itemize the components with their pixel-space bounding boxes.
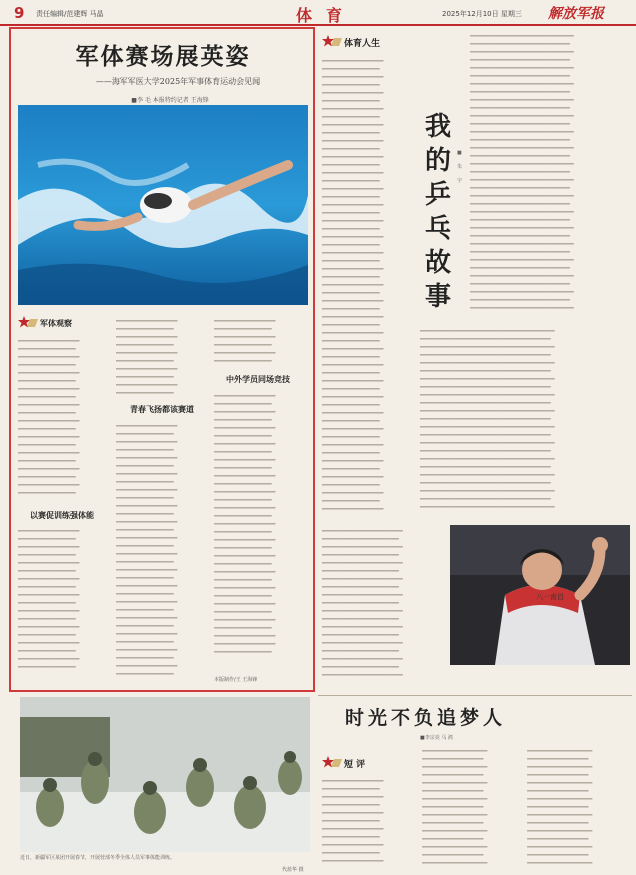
editors-line: 责任编辑/范建辉 马晶: [36, 10, 104, 18]
main-column-2a: ▁▁▁▁▁▁▁▁▁▁▁▁▁▁▁▁ ▁▁▁▁▁▁▁▁▁▁▁▁▁▁▁ ▁▁▁▁▁▁▁▁▁▁▁▁▁▁▁▁ ▁▁▁▁▁▁▁▁▁▁▁▁▁▁▁ ▁▁▁▁▁▁▁▁▁▁▁▁▁▁▁▁ ▁▁▁▁▁▁▁▁▁▁▁▁▁▁▁ ▁▁▁▁▁▁▁▁▁▁▁▁▁▁▁▁ ▁▁▁▁▁▁▁▁▁▁▁▁▁▁▁ ▁▁▁▁▁▁▁▁▁▁▁▁▁▁▁▁ ▁▁▁▁▁▁▁▁▁▁▁▁▁▁▁: [116, 316, 178, 394]
essay-column-4: ▁▁▁▁▁▁▁▁▁▁▁▁▁▁▁▁▁▁▁▁▁ ▁▁▁▁▁▁▁▁▁▁▁▁▁▁▁▁▁▁▁▁ ▁▁▁▁▁▁▁▁▁▁▁▁▁▁▁▁▁▁▁▁▁ ▁▁▁▁▁▁▁▁▁▁▁▁▁▁▁▁▁▁▁▁ ▁▁▁▁▁▁▁▁▁▁▁▁▁▁▁▁▁▁▁▁▁ ▁▁▁▁▁▁▁▁▁▁▁▁▁▁▁▁▁▁▁▁ ▁▁▁▁▁▁▁▁▁▁▁▁▁▁▁▁▁▁▁▁▁ ▁▁▁▁▁▁▁▁▁▁▁▁▁▁▁▁▁▁▁▁ ▁▁▁▁▁▁▁▁▁▁▁▁▁▁▁▁▁▁▁▁▁ ▁▁▁▁▁▁▁▁▁▁▁▁▁▁▁▁▁▁▁▁ ▁▁▁▁▁▁▁▁▁▁▁▁▁▁▁▁▁▁▁▁▁ ▁▁▁▁▁▁▁▁▁▁▁▁▁▁▁▁▁▁▁▁ ▁▁▁▁▁▁▁▁▁▁▁▁▁▁▁▁▁▁▁▁▁ ▁▁▁▁▁▁▁▁▁▁▁▁▁▁▁▁▁▁▁▁ ▁▁▁▁▁▁▁▁▁▁▁▁▁▁▁▁▁▁▁▁▁ ▁▁▁▁▁▁▁▁▁▁▁▁▁▁▁▁▁▁▁▁ ▁▁▁▁▁▁▁▁▁▁▁▁▁▁▁▁▁▁▁▁▁ ▁▁▁▁▁▁▁▁▁▁▁▁▁▁▁▁▁▁▁▁ ▁▁▁▁▁▁▁▁▁▁▁▁▁▁▁▁▁▁▁▁▁: [322, 526, 403, 676]
divider: [318, 695, 632, 696]
bottom-photo-credit: 代蓝华 摄: [282, 867, 304, 873]
star-emblem-icon: [18, 315, 38, 329]
section-short-comment: 短 评: [344, 760, 366, 770]
main-credit: 本版制作/王 王海锋: [214, 677, 258, 683]
section-foreign-students: 中外学员同场竞技: [226, 374, 290, 384]
main-column-2b: ▁▁▁▁▁▁▁▁▁▁▁▁▁▁▁▁ ▁▁▁▁▁▁▁▁▁▁▁▁▁▁▁ ▁▁▁▁▁▁▁▁▁▁▁▁▁▁▁▁ ▁▁▁▁▁▁▁▁▁▁▁▁▁▁▁ ▁▁▁▁▁▁▁▁▁▁▁▁▁▁▁▁ ▁▁▁▁▁▁▁▁▁▁▁▁▁▁▁ ▁▁▁▁▁▁▁▁▁▁▁▁▁▁▁▁ ▁▁▁▁▁▁▁▁▁▁▁▁▁▁▁ ▁▁▁▁▁▁▁▁▁▁▁▁▁▁▁▁ ▁▁▁▁▁▁▁▁▁▁▁▁▁▁▁ ▁▁▁▁▁▁▁▁▁▁▁▁▁▁▁▁ ▁▁▁▁▁▁▁▁▁▁▁▁▁▁▁ ▁▁▁▁▁▁▁▁▁▁▁▁▁▁▁▁ ▁▁▁▁▁▁▁▁▁▁▁▁▁▁▁ ▁▁▁▁▁▁▁▁▁▁▁▁▁▁▁▁ ▁▁▁▁▁▁▁▁▁▁▁▁▁▁▁ ▁▁▁▁▁▁▁▁▁▁▁▁▁▁▁▁ ▁▁▁▁▁▁▁▁▁▁▁▁▁▁▁ ▁▁▁▁▁▁▁▁▁▁▁▁▁▁▁▁ ▁▁▁▁▁▁▁▁▁▁▁▁▁▁▁ ▁▁▁▁▁▁▁▁▁▁▁▁▁▁▁▁ ▁▁▁▁▁▁▁▁▁▁▁▁▁▁▁ ▁▁▁▁▁▁▁▁▁▁▁▁▁▁▁▁ ▁▁▁▁▁▁▁▁▁▁▁▁▁▁▁ ▁▁▁▁▁▁▁▁▁▁▁▁▁▁▁▁ ▁▁▁▁▁▁▁▁▁▁▁▁▁▁▁ ▁▁▁▁▁▁▁▁▁▁▁▁▁▁▁▁ ▁▁▁▁▁▁▁▁▁▁▁▁▁▁▁ ▁▁▁▁▁▁▁▁▁▁▁▁▁▁▁▁ ▁▁▁▁▁▁▁▁▁▁▁▁▁▁▁ ▁▁▁▁▁▁▁▁▁▁▁▁▁▁▁▁ ▁▁▁▁▁▁▁▁▁▁▁▁▁▁▁: [116, 421, 178, 675]
star-emblem-icon: [322, 755, 342, 769]
issue-date: 2025年12月10日 星期三: [442, 10, 522, 18]
section-title: 体育: [296, 6, 357, 25]
main-column-3b: ▁▁▁▁▁▁▁▁▁▁▁▁▁▁▁▁ ▁▁▁▁▁▁▁▁▁▁▁▁▁▁▁ ▁▁▁▁▁▁▁▁▁▁▁▁▁▁▁▁ ▁▁▁▁▁▁▁▁▁▁▁▁▁▁▁ ▁▁▁▁▁▁▁▁▁▁▁▁▁▁▁▁ ▁▁▁▁▁▁▁▁▁▁▁▁▁▁▁ ▁▁▁▁▁▁▁▁▁▁▁▁▁▁▁▁ ▁▁▁▁▁▁▁▁▁▁▁▁▁▁▁ ▁▁▁▁▁▁▁▁▁▁▁▁▁▁▁▁ ▁▁▁▁▁▁▁▁▁▁▁▁▁▁▁ ▁▁▁▁▁▁▁▁▁▁▁▁▁▁▁▁ ▁▁▁▁▁▁▁▁▁▁▁▁▁▁▁ ▁▁▁▁▁▁▁▁▁▁▁▁▁▁▁▁ ▁▁▁▁▁▁▁▁▁▁▁▁▁▁▁ ▁▁▁▁▁▁▁▁▁▁▁▁▁▁▁▁ ▁▁▁▁▁▁▁▁▁▁▁▁▁▁▁ ▁▁▁▁▁▁▁▁▁▁▁▁▁▁▁▁ ▁▁▁▁▁▁▁▁▁▁▁▁▁▁▁ ▁▁▁▁▁▁▁▁▁▁▁▁▁▁▁▁ ▁▁▁▁▁▁▁▁▁▁▁▁▁▁▁ ▁▁▁▁▁▁▁▁▁▁▁▁▁▁▁▁ ▁▁▁▁▁▁▁▁▁▁▁▁▁▁▁ ▁▁▁▁▁▁▁▁▁▁▁▁▁▁▁▁ ▁▁▁▁▁▁▁▁▁▁▁▁▁▁▁ ▁▁▁▁▁▁▁▁▁▁▁▁▁▁▁▁ ▁▁▁▁▁▁▁▁▁▁▁▁▁▁▁ ▁▁▁▁▁▁▁▁▁▁▁▁▁▁▁▁ ▁▁▁▁▁▁▁▁▁▁▁▁▁▁▁ ▁▁▁▁▁▁▁▁▁▁▁▁▁▁▁▁ ▁▁▁▁▁▁▁▁▁▁▁▁▁▁▁ ▁▁▁▁▁▁▁▁▁▁▁▁▁▁▁▁ ▁▁▁▁▁▁▁▁▁▁▁▁▁▁▁▁ ▁▁▁▁▁▁▁▁▁▁▁▁▁▁▁: [214, 391, 276, 653]
section-training: 以赛促训练强体能: [30, 510, 94, 520]
main-byline: ■李 毛 本报特约记者 王海锋: [131, 97, 209, 104]
bottom-column-1: ▁▁▁▁▁▁▁▁▁▁▁▁▁▁▁▁ ▁▁▁▁▁▁▁▁▁▁▁▁▁▁▁ ▁▁▁▁▁▁▁▁▁▁▁▁▁▁▁▁ ▁▁▁▁▁▁▁▁▁▁▁▁▁▁▁ ▁▁▁▁▁▁▁▁▁▁▁▁▁▁▁▁ ▁▁▁▁▁▁▁▁▁▁▁▁▁▁▁ ▁▁▁▁▁▁▁▁▁▁▁▁▁▁▁▁ ▁▁▁▁▁▁▁▁▁▁▁▁▁▁▁ ▁▁▁▁▁▁▁▁▁▁▁▁▁▁▁▁ ▁▁▁▁▁▁▁▁▁▁▁▁▁▁▁ ▁▁▁▁▁▁▁▁▁▁▁▁▁▁▁▁: [322, 776, 384, 862]
bottom-photo-caption: 近日，新疆军区某团开展春节，开展营部冬季全体人员军事体能训练。: [20, 855, 176, 861]
main-headline: 军体赛场展英姿: [75, 43, 251, 70]
essay-column-1: ▁▁▁▁▁▁▁▁▁▁▁▁▁▁▁▁ ▁▁▁▁▁▁▁▁▁▁▁▁▁▁▁ ▁▁▁▁▁▁▁▁▁▁▁▁▁▁▁▁ ▁▁▁▁▁▁▁▁▁▁▁▁▁▁▁ ▁▁▁▁▁▁▁▁▁▁▁▁▁▁▁▁ ▁▁▁▁▁▁▁▁▁▁▁▁▁▁▁ ▁▁▁▁▁▁▁▁▁▁▁▁▁▁▁▁ ▁▁▁▁▁▁▁▁▁▁▁▁▁▁▁ ▁▁▁▁▁▁▁▁▁▁▁▁▁▁▁▁ ▁▁▁▁▁▁▁▁▁▁▁▁▁▁▁ ▁▁▁▁▁▁▁▁▁▁▁▁▁▁▁▁ ▁▁▁▁▁▁▁▁▁▁▁▁▁▁▁ ▁▁▁▁▁▁▁▁▁▁▁▁▁▁▁▁ ▁▁▁▁▁▁▁▁▁▁▁▁▁▁▁ ▁▁▁▁▁▁▁▁▁▁▁▁▁▁▁▁ ▁▁▁▁▁▁▁▁▁▁▁▁▁▁▁ ▁▁▁▁▁▁▁▁▁▁▁▁▁▁▁▁ ▁▁▁▁▁▁▁▁▁▁▁▁▁▁▁ ▁▁▁▁▁▁▁▁▁▁▁▁▁▁▁▁ ▁▁▁▁▁▁▁▁▁▁▁▁▁▁▁ ▁▁▁▁▁▁▁▁▁▁▁▁▁▁▁▁ ▁▁▁▁▁▁▁▁▁▁▁▁▁▁▁ ▁▁▁▁▁▁▁▁▁▁▁▁▁▁▁▁ ▁▁▁▁▁▁▁▁▁▁▁▁▁▁▁ ▁▁▁▁▁▁▁▁▁▁▁▁▁▁▁▁ ▁▁▁▁▁▁▁▁▁▁▁▁▁▁▁ ▁▁▁▁▁▁▁▁▁▁▁▁▁▁▁▁ ▁▁▁▁▁▁▁▁▁▁▁▁▁▁▁ ▁▁▁▁▁▁▁▁▁▁▁▁▁▁▁▁ ▁▁▁▁▁▁▁▁▁▁▁▁▁▁▁ ▁▁▁▁▁▁▁▁▁▁▁▁▁▁▁▁ ▁▁▁▁▁▁▁▁▁▁▁▁▁▁▁ ▁▁▁▁▁▁▁▁▁▁▁▁▁▁▁▁ ▁▁▁▁▁▁▁▁▁▁▁▁▁▁▁ ▁▁▁▁▁▁▁▁▁▁▁▁▁▁▁▁ ▁▁▁▁▁▁▁▁▁▁▁▁▁▁▁ ▁▁▁▁▁▁▁▁▁▁▁▁▁▁▁▁ ▁▁▁▁▁▁▁▁▁▁▁▁▁▁▁ ▁▁▁▁▁▁▁▁▁▁▁▁▁▁▁▁ ▁▁▁▁▁▁▁▁▁▁▁▁▁▁▁ ▁▁▁▁▁▁▁▁▁▁▁▁▁▁▁▁ ▁▁▁▁▁▁▁▁▁▁▁▁▁▁▁ ▁▁▁▁▁▁▁▁▁▁▁▁▁▁▁▁ ▁▁▁▁▁▁▁▁▁▁▁▁▁▁▁ ▁▁▁▁▁▁▁▁▁▁▁▁▁▁▁▁ ▁▁▁▁▁▁▁▁▁▁▁▁▁▁▁ ▁▁▁▁▁▁▁▁▁▁▁▁▁▁▁▁ ▁▁▁▁▁▁▁▁▁▁▁▁▁▁▁ ▁▁▁▁▁▁▁▁▁▁▁▁▁▁▁▁ ▁▁▁▁▁▁▁▁▁▁▁▁▁▁▁ ▁▁▁▁▁▁▁▁▁▁▁▁▁▁▁▁ ▁▁▁▁▁▁▁▁▁▁▁▁▁▁▁ ▁▁▁▁▁▁▁▁▁▁▁▁▁▁▁▁ ▁▁▁▁▁▁▁▁▁▁▁▁▁▁▁ ▁▁▁▁▁▁▁▁▁▁▁▁▁▁▁▁ ▁▁▁▁▁▁▁▁▁▁▁▁▁▁▁ ▁▁▁▁▁▁▁▁▁▁▁▁▁▁▁▁: [322, 56, 384, 510]
bottom-column-3: ▁▁▁▁▁▁▁▁▁▁▁▁▁▁▁▁▁ ▁▁▁▁▁▁▁▁▁▁▁▁▁▁▁▁ ▁▁▁▁▁▁▁▁▁▁▁▁▁▁▁▁▁ ▁▁▁▁▁▁▁▁▁▁▁▁▁▁▁▁ ▁▁▁▁▁▁▁▁▁▁▁▁▁▁▁▁▁ ▁▁▁▁▁▁▁▁▁▁▁▁▁▁▁▁ ▁▁▁▁▁▁▁▁▁▁▁▁▁▁▁▁▁ ▁▁▁▁▁▁▁▁▁▁▁▁▁▁▁▁ ▁▁▁▁▁▁▁▁▁▁▁▁▁▁▁▁▁ ▁▁▁▁▁▁▁▁▁▁▁▁▁▁▁▁ ▁▁▁▁▁▁▁▁▁▁▁▁▁▁▁▁▁ ▁▁▁▁▁▁▁▁▁▁▁▁▁▁▁▁ ▁▁▁▁▁▁▁▁▁▁▁▁▁▁▁▁▁ ▁▁▁▁▁▁▁▁▁▁▁▁▁▁▁▁ ▁▁▁▁▁▁▁▁▁▁▁▁▁▁▁▁▁: [527, 746, 593, 864]
bottom-headline: 时光不负追梦人: [345, 707, 507, 729]
section-military-observation: 军体观察: [40, 318, 72, 328]
newspaper-logo: 解放军报: [548, 6, 604, 22]
bottom-byline: ■李宗亮 马 鸿: [420, 735, 453, 741]
bottom-column-2: ▁▁▁▁▁▁▁▁▁▁▁▁▁▁▁▁▁ ▁▁▁▁▁▁▁▁▁▁▁▁▁▁▁▁ ▁▁▁▁▁▁▁▁▁▁▁▁▁▁▁▁▁ ▁▁▁▁▁▁▁▁▁▁▁▁▁▁▁▁ ▁▁▁▁▁▁▁▁▁▁▁▁▁▁▁▁▁ ▁▁▁▁▁▁▁▁▁▁▁▁▁▁▁▁ ▁▁▁▁▁▁▁▁▁▁▁▁▁▁▁▁▁ ▁▁▁▁▁▁▁▁▁▁▁▁▁▁▁▁ ▁▁▁▁▁▁▁▁▁▁▁▁▁▁▁▁▁ ▁▁▁▁▁▁▁▁▁▁▁▁▁▁▁▁ ▁▁▁▁▁▁▁▁▁▁▁▁▁▁▁▁▁ ▁▁▁▁▁▁▁▁▁▁▁▁▁▁▁▁ ▁▁▁▁▁▁▁▁▁▁▁▁▁▁▁▁▁ ▁▁▁▁▁▁▁▁▁▁▁▁▁▁▁▁ ▁▁▁▁▁▁▁▁▁▁▁▁▁▁▁▁▁: [422, 746, 488, 864]
section-youth: 青春飞扬都该赛道: [130, 404, 194, 414]
section-sports-life: 体育人生: [344, 39, 381, 49]
page-number: 9: [14, 4, 25, 22]
essay-author: ■ 朱 宇: [457, 150, 463, 184]
main-column-1: ▁▁▁▁▁▁▁▁▁▁▁▁▁▁▁▁ ▁▁▁▁▁▁▁▁▁▁▁▁▁▁▁ ▁▁▁▁▁▁▁▁▁▁▁▁▁▁▁▁ ▁▁▁▁▁▁▁▁▁▁▁▁▁▁▁ ▁▁▁▁▁▁▁▁▁▁▁▁▁▁▁▁ ▁▁▁▁▁▁▁▁▁▁▁▁▁▁▁ ▁▁▁▁▁▁▁▁▁▁▁▁▁▁▁▁ ▁▁▁▁▁▁▁▁▁▁▁▁▁▁▁ ▁▁▁▁▁▁▁▁▁▁▁▁▁▁▁▁ ▁▁▁▁▁▁▁▁▁▁▁▁▁▁▁ ▁▁▁▁▁▁▁▁▁▁▁▁▁▁▁▁ ▁▁▁▁▁▁▁▁▁▁▁▁▁▁▁ ▁▁▁▁▁▁▁▁▁▁▁▁▁▁▁▁ ▁▁▁▁▁▁▁▁▁▁▁▁▁▁▁ ▁▁▁▁▁▁▁▁▁▁▁▁▁▁▁▁ ▁▁▁▁▁▁▁▁▁▁▁▁▁▁▁ ▁▁▁▁▁▁▁▁▁▁▁▁▁▁▁▁ ▁▁▁▁▁▁▁▁▁▁▁▁▁▁▁ ▁▁▁▁▁▁▁▁▁▁▁▁▁▁▁▁ ▁▁▁▁▁▁▁▁▁▁▁▁▁▁▁: [18, 336, 80, 494]
essay-column-2: ▁▁▁▁▁▁▁▁▁▁▁▁▁▁▁▁▁▁▁▁▁▁▁▁▁▁▁ ▁▁▁▁▁▁▁▁▁▁▁▁▁▁▁▁▁▁▁▁▁▁▁▁▁▁ ▁▁▁▁▁▁▁▁▁▁▁▁▁▁▁▁▁▁▁▁▁▁▁▁▁▁▁ ▁▁▁▁▁▁▁▁▁▁▁▁▁▁▁▁▁▁▁▁▁▁▁▁▁▁ ▁▁▁▁▁▁▁▁▁▁▁▁▁▁▁▁▁▁▁▁▁▁▁▁▁▁▁ ▁▁▁▁▁▁▁▁▁▁▁▁▁▁▁▁▁▁▁▁▁▁▁▁▁▁ ▁▁▁▁▁▁▁▁▁▁▁▁▁▁▁▁▁▁▁▁▁▁▁▁▁▁▁ ▁▁▁▁▁▁▁▁▁▁▁▁▁▁▁▁▁▁▁▁▁▁▁▁▁▁ ▁▁▁▁▁▁▁▁▁▁▁▁▁▁▁▁▁▁▁▁▁▁▁▁▁▁▁ ▁▁▁▁▁▁▁▁▁▁▁▁▁▁▁▁▁▁▁▁▁▁▁▁▁▁ ▁▁▁▁▁▁▁▁▁▁▁▁▁▁▁▁▁▁▁▁▁▁▁▁▁▁▁ ▁▁▁▁▁▁▁▁▁▁▁▁▁▁▁▁▁▁▁▁▁▁▁▁▁▁ ▁▁▁▁▁▁▁▁▁▁▁▁▁▁▁▁▁▁▁▁▁▁▁▁▁▁▁ ▁▁▁▁▁▁▁▁▁▁▁▁▁▁▁▁▁▁▁▁▁▁▁▁▁▁ ▁▁▁▁▁▁▁▁▁▁▁▁▁▁▁▁▁▁▁▁▁▁▁▁▁▁▁ ▁▁▁▁▁▁▁▁▁▁▁▁▁▁▁▁▁▁▁▁▁▁▁▁▁▁ ▁▁▁▁▁▁▁▁▁▁▁▁▁▁▁▁▁▁▁▁▁▁▁▁▁▁▁ ▁▁▁▁▁▁▁▁▁▁▁▁▁▁▁▁▁▁▁▁▁▁▁▁▁▁ ▁▁▁▁▁▁▁▁▁▁▁▁▁▁▁▁▁▁▁▁▁▁▁▁▁▁▁ ▁▁▁▁▁▁▁▁▁▁▁▁▁▁▁▁▁▁▁▁▁▁▁▁▁▁ ▁▁▁▁▁▁▁▁▁▁▁▁▁▁▁▁▁▁▁▁▁▁▁▁▁▁▁ ▁▁▁▁▁▁▁▁▁▁▁▁▁▁▁▁▁▁▁▁▁▁▁▁▁▁ ▁▁▁▁▁▁▁▁▁▁▁▁▁▁▁▁▁▁▁▁▁▁▁▁▁▁▁ ▁▁▁▁▁▁▁▁▁▁▁▁▁▁▁▁▁▁▁▁▁▁▁▁▁▁ ▁▁▁▁▁▁▁▁▁▁▁▁▁▁▁▁▁▁▁▁▁▁▁▁▁▁▁ ▁▁▁▁▁▁▁▁▁▁▁▁▁▁▁▁▁▁▁▁▁▁▁▁▁▁ ▁▁▁▁▁▁▁▁▁▁▁▁▁▁▁▁▁▁▁▁▁▁▁▁▁▁▁ ▁▁▁▁▁▁▁▁▁▁▁▁▁▁▁▁▁▁▁▁▁▁▁▁▁▁ ▁▁▁▁▁▁▁▁▁▁▁▁▁▁▁▁▁▁▁▁▁▁▁▁▁▁▁ ▁▁▁▁▁▁▁▁▁▁▁▁▁▁▁▁▁▁▁▁▁▁▁▁▁▁ ▁▁▁▁▁▁▁▁▁▁▁▁▁▁▁▁▁▁▁▁▁▁▁▁▁▁▁ ▁▁▁▁▁▁▁▁▁▁▁▁▁▁▁▁▁▁▁▁▁▁▁▁▁▁ ▁▁▁▁▁▁▁▁▁▁▁▁▁▁▁▁▁▁▁▁▁▁▁▁▁▁▁ ▁▁▁▁▁▁▁▁▁▁▁▁▁▁▁▁▁▁▁▁▁▁▁▁▁▁ ▁▁▁▁▁▁▁▁▁▁▁▁▁▁▁▁▁▁▁▁▁▁▁▁▁▁▁: [470, 31, 574, 309]
jersey-text: 八一南昌: [536, 593, 564, 601]
soldiers-training-photo: [20, 697, 310, 852]
main-column-3a: ▁▁▁▁▁▁▁▁▁▁▁▁▁▁▁▁ ▁▁▁▁▁▁▁▁▁▁▁▁▁▁▁ ▁▁▁▁▁▁▁▁▁▁▁▁▁▁▁▁ ▁▁▁▁▁▁▁▁▁▁▁▁▁▁▁ ▁▁▁▁▁▁▁▁▁▁▁▁▁▁▁▁ ▁▁▁▁▁▁▁▁▁▁▁▁▁▁▁: [214, 316, 276, 362]
essay-column-3: ▁▁▁▁▁▁▁▁▁▁▁▁▁▁▁▁▁▁▁▁▁▁▁▁▁▁▁▁▁▁▁▁▁▁▁ ▁▁▁▁▁▁▁▁▁▁▁▁▁▁▁▁▁▁▁▁▁▁▁▁▁▁▁▁▁▁▁▁▁▁ ▁▁▁▁▁▁▁▁▁▁▁▁▁▁▁▁▁▁▁▁▁▁▁▁▁▁▁▁▁▁▁▁▁▁▁ ▁▁▁▁▁▁▁▁▁▁▁▁▁▁▁▁▁▁▁▁▁▁▁▁▁▁▁▁▁▁▁▁▁▁ ▁▁▁▁▁▁▁▁▁▁▁▁▁▁▁▁▁▁▁▁▁▁▁▁▁▁▁▁▁▁▁▁▁▁▁ ▁▁▁▁▁▁▁▁▁▁▁▁▁▁▁▁▁▁▁▁▁▁▁▁▁▁▁▁▁▁▁▁▁▁ ▁▁▁▁▁▁▁▁▁▁▁▁▁▁▁▁▁▁▁▁▁▁▁▁▁▁▁▁▁▁▁▁▁▁▁ ▁▁▁▁▁▁▁▁▁▁▁▁▁▁▁▁▁▁▁▁▁▁▁▁▁▁▁▁▁▁▁▁▁▁ ▁▁▁▁▁▁▁▁▁▁▁▁▁▁▁▁▁▁▁▁▁▁▁▁▁▁▁▁▁▁▁▁▁▁▁ ▁▁▁▁▁▁▁▁▁▁▁▁▁▁▁▁▁▁▁▁▁▁▁▁▁▁▁▁▁▁▁▁▁▁ ▁▁▁▁▁▁▁▁▁▁▁▁▁▁▁▁▁▁▁▁▁▁▁▁▁▁▁▁▁▁▁▁▁▁▁ ▁▁▁▁▁▁▁▁▁▁▁▁▁▁▁▁▁▁▁▁▁▁▁▁▁▁▁▁▁▁▁▁▁▁ ▁▁▁▁▁▁▁▁▁▁▁▁▁▁▁▁▁▁▁▁▁▁▁▁▁▁▁▁▁▁▁▁▁▁▁ ▁▁▁▁▁▁▁▁▁▁▁▁▁▁▁▁▁▁▁▁▁▁▁▁▁▁▁▁▁▁▁▁▁▁ ▁▁▁▁▁▁▁▁▁▁▁▁▁▁▁▁▁▁▁▁▁▁▁▁▁▁▁▁▁▁▁▁▁▁▁ ▁▁▁▁▁▁▁▁▁▁▁▁▁▁▁▁▁▁▁▁▁▁▁▁▁▁▁▁▁▁▁▁▁▁ ▁▁▁▁▁▁▁▁▁▁▁▁▁▁▁▁▁▁▁▁▁▁▁▁▁▁▁▁▁▁▁▁▁▁▁ ▁▁▁▁▁▁▁▁▁▁▁▁▁▁▁▁▁▁▁▁▁▁▁▁▁▁▁▁▁▁▁▁▁▁ ▁▁▁▁▁▁▁▁▁▁▁▁▁▁▁▁▁▁▁▁▁▁▁▁▁▁▁▁▁▁▁▁▁▁▁ ▁▁▁▁▁▁▁▁▁▁▁▁▁▁▁▁▁▁▁▁▁▁▁▁▁▁▁▁▁▁▁▁▁▁ ▁▁▁▁▁▁▁▁▁▁▁▁▁▁▁▁▁▁▁▁▁▁▁▁▁▁▁▁▁▁▁▁▁▁▁ ▁▁▁▁▁▁▁▁▁▁▁▁▁▁▁▁▁▁▁▁▁▁▁▁▁▁▁▁▁▁▁▁▁▁ ▁▁▁▁▁▁▁▁▁▁▁▁▁▁▁▁▁▁▁▁▁▁▁▁▁▁▁▁▁▁▁▁▁▁▁: [420, 326, 555, 508]
main-column-1b: ▁▁▁▁▁▁▁▁▁▁▁▁▁▁▁▁ ▁▁▁▁▁▁▁▁▁▁▁▁▁▁▁ ▁▁▁▁▁▁▁▁▁▁▁▁▁▁▁▁ ▁▁▁▁▁▁▁▁▁▁▁▁▁▁▁ ▁▁▁▁▁▁▁▁▁▁▁▁▁▁▁▁ ▁▁▁▁▁▁▁▁▁▁▁▁▁▁▁ ▁▁▁▁▁▁▁▁▁▁▁▁▁▁▁▁ ▁▁▁▁▁▁▁▁▁▁▁▁▁▁▁ ▁▁▁▁▁▁▁▁▁▁▁▁▁▁▁▁ ▁▁▁▁▁▁▁▁▁▁▁▁▁▁▁ ▁▁▁▁▁▁▁▁▁▁▁▁▁▁▁▁ ▁▁▁▁▁▁▁▁▁▁▁▁▁▁▁ ▁▁▁▁▁▁▁▁▁▁▁▁▁▁▁▁ ▁▁▁▁▁▁▁▁▁▁▁▁▁▁▁ ▁▁▁▁▁▁▁▁▁▁▁▁▁▁▁▁ ▁▁▁▁▁▁▁▁▁▁▁▁▁▁▁ ▁▁▁▁▁▁▁▁▁▁▁▁▁▁▁▁ ▁▁▁▁▁▁▁▁▁▁▁▁▁▁▁: [18, 526, 80, 668]
main-subheadline: ——海军军医大学2025年军事体育运动会见闻: [95, 77, 261, 86]
essay-vertical-title: 我 的 乒 乓 故 事: [424, 112, 451, 312]
swimmer-photo: [18, 105, 308, 305]
star-emblem-icon: [322, 34, 342, 48]
